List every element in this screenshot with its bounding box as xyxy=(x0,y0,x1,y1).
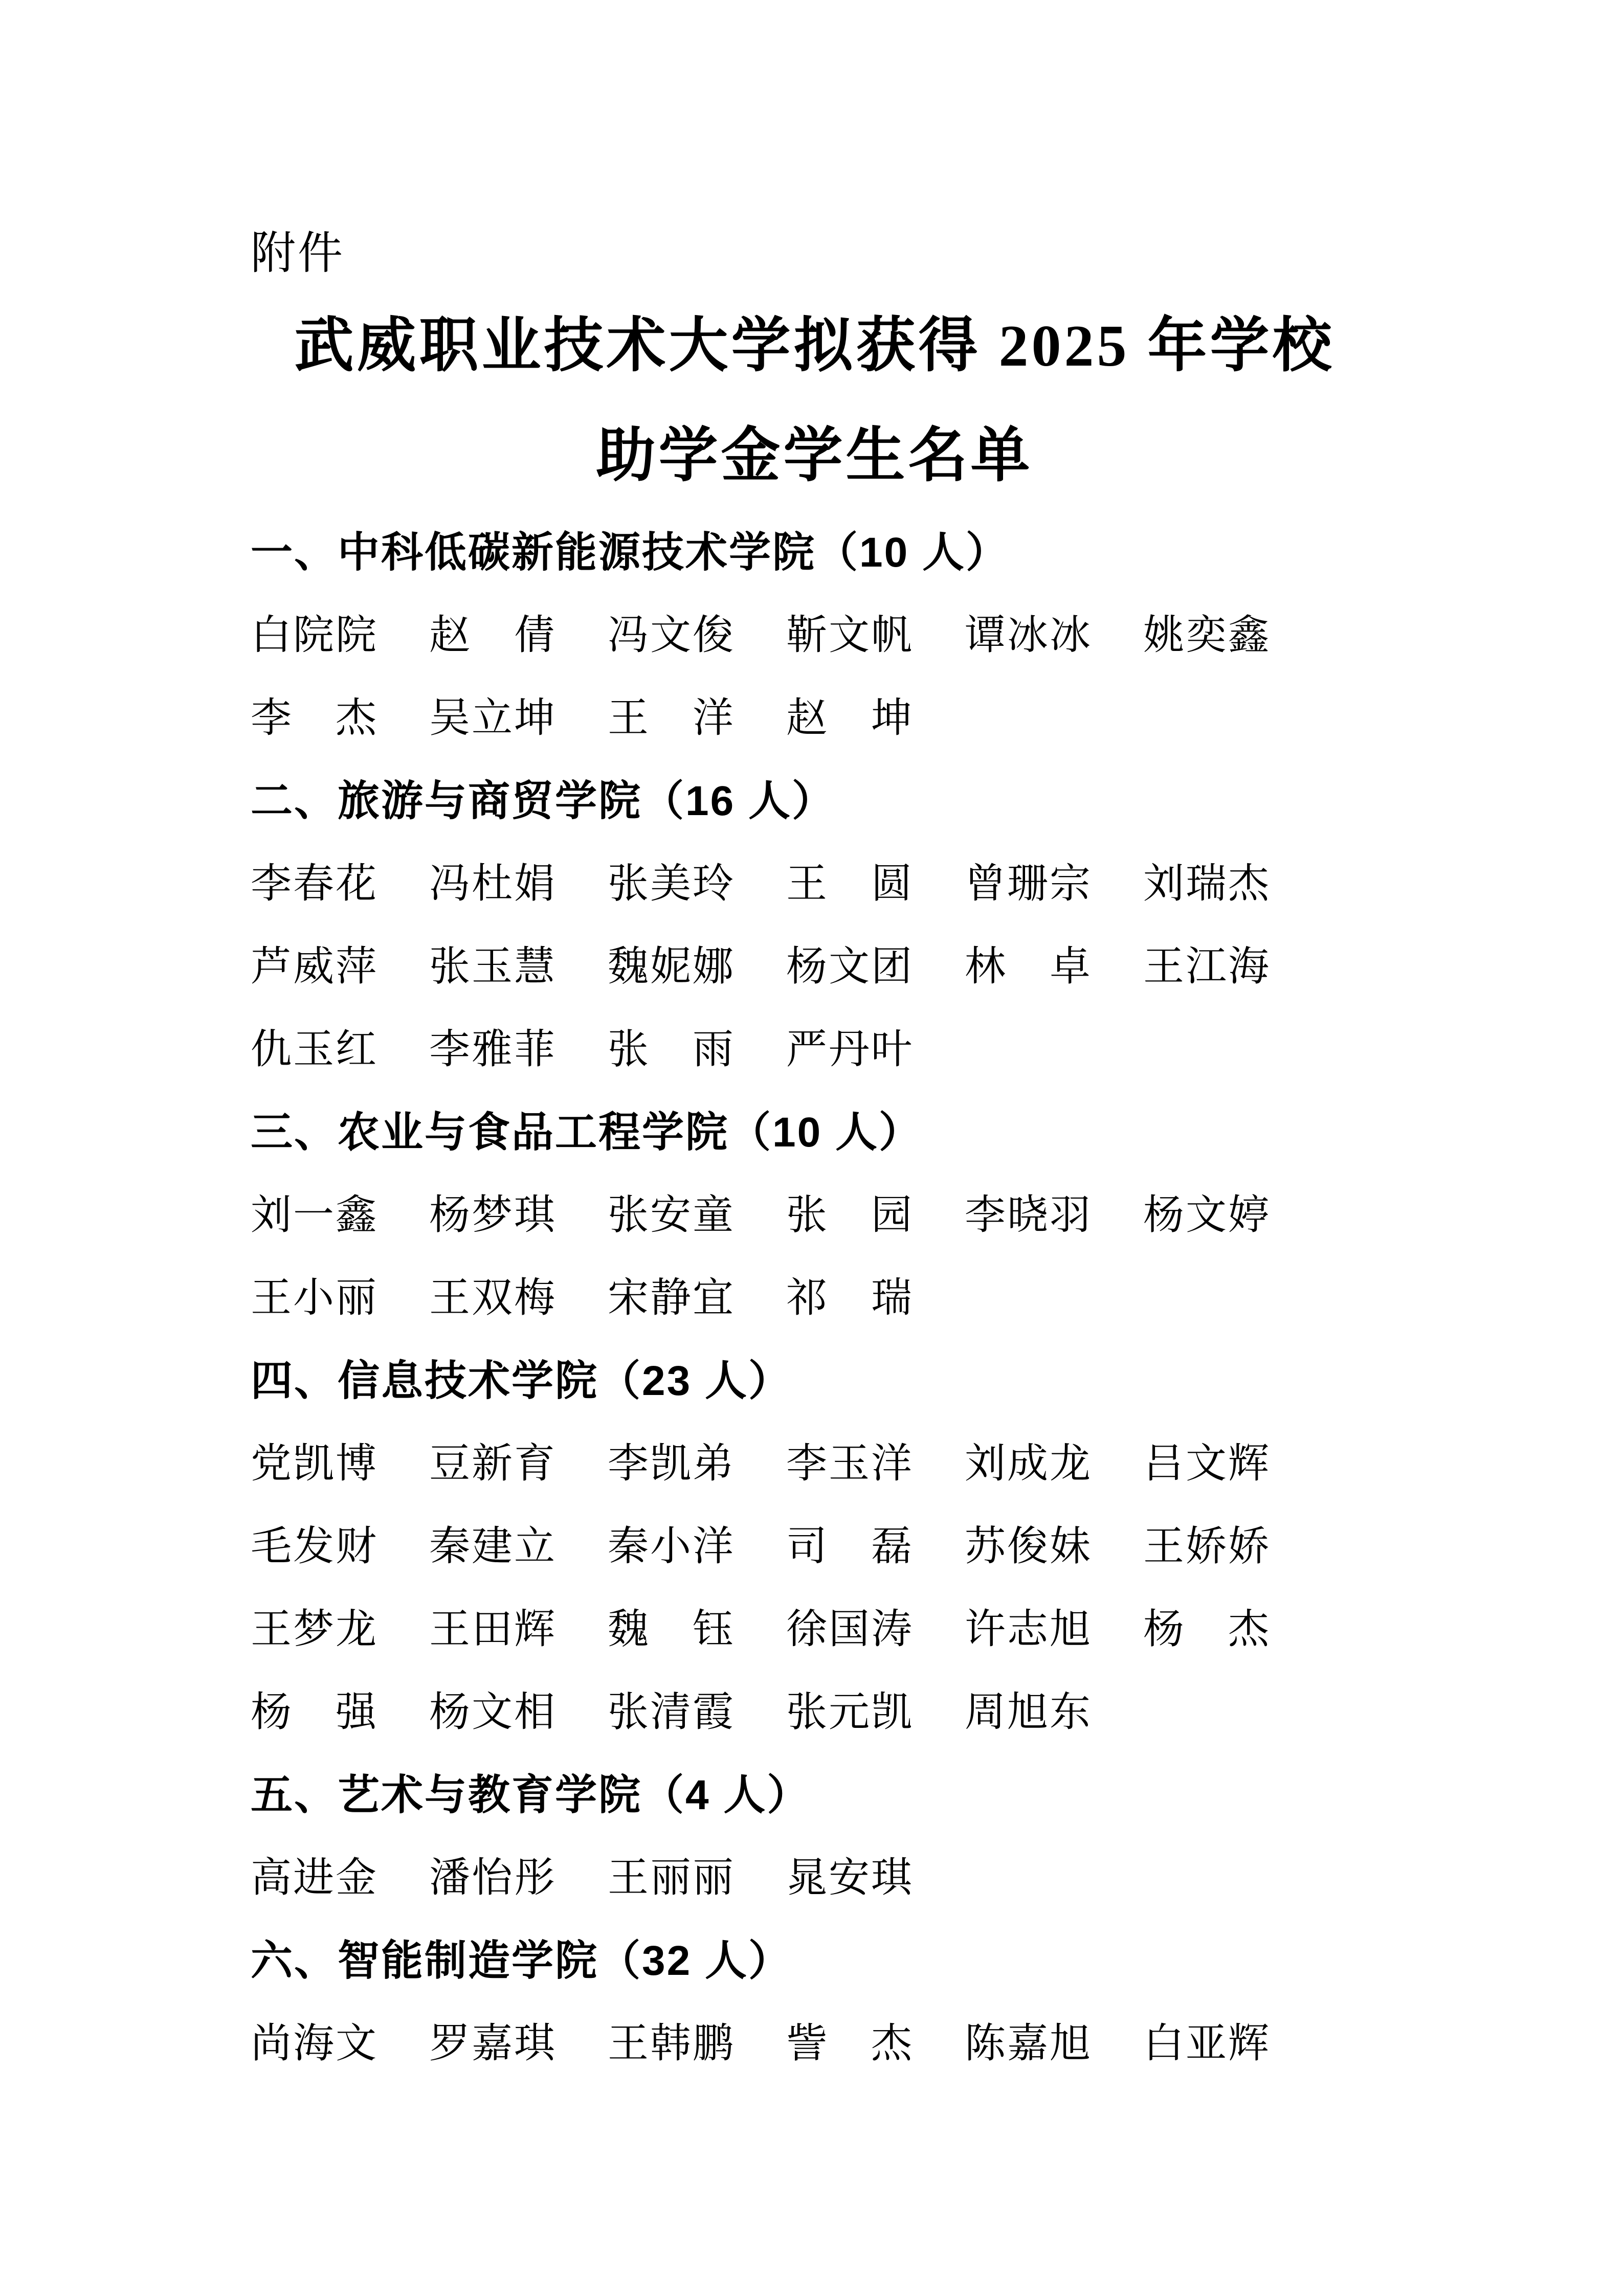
section-heading-3: 三、农业与食品工程学院（10 人） xyxy=(251,1109,922,1156)
student-name: 豆新育 xyxy=(429,1442,557,1487)
section-heading-5: 五、艺术与教育学院（4 人） xyxy=(251,1772,811,1818)
student-name: 毛发财 xyxy=(251,1524,378,1569)
student-name: 王韩鹏 xyxy=(608,2021,735,2066)
name-row xyxy=(251,1671,1378,1754)
name-row xyxy=(251,1008,1378,1091)
student-name: 张元凯 xyxy=(786,1690,914,1735)
name-row xyxy=(251,677,1378,760)
student-name: 王江海 xyxy=(1143,944,1271,989)
student-name: 王娇娇 xyxy=(1143,1524,1271,1569)
student-name: 李凯弟 xyxy=(608,1442,735,1487)
student-name: 晁安琪 xyxy=(786,1856,914,1901)
student-name: 王丽丽 xyxy=(608,1856,735,1901)
student-name: 白亚辉 xyxy=(1143,2021,1271,2066)
student-name: 冯杜娟 xyxy=(429,862,557,907)
student-name: 张美玲 xyxy=(608,862,735,907)
name-row xyxy=(251,1505,1378,1588)
name-row xyxy=(251,2002,1378,2085)
student-name: 靳文帆 xyxy=(786,613,914,658)
student-name: 刘瑞杰 xyxy=(1143,862,1271,907)
student-name: 王 洋 xyxy=(608,696,735,741)
student-name: 吕文辉 xyxy=(1143,1442,1271,1487)
student-name: 赵 坤 xyxy=(786,696,914,741)
student-name: 李玉洋 xyxy=(786,1442,914,1487)
student-name: 祁 瑞 xyxy=(786,1276,914,1321)
student-name: 李 杰 xyxy=(251,696,378,741)
section-heading-6: 六、智能制造学院（32 人） xyxy=(251,1938,792,1984)
document-title xyxy=(251,291,1378,511)
student-name: 苏俊妹 xyxy=(965,1524,1092,1569)
student-name: 魏妮娜 xyxy=(608,944,735,989)
student-name: 张安童 xyxy=(608,1193,735,1238)
attachment-label: 附件 xyxy=(251,228,345,278)
student-name: 赵 倩 xyxy=(429,613,557,658)
student-name: 李春花 xyxy=(251,862,378,907)
student-name: 杨 强 xyxy=(251,1690,378,1735)
section-heading-2: 二、旅游与商贸学院（16 人） xyxy=(251,778,835,824)
name-row xyxy=(251,1257,1378,1340)
section-heading-1: 一、中科低碳新能源技术学院（10 人） xyxy=(251,529,1009,576)
student-name: 严丹叶 xyxy=(786,1027,914,1072)
section-heading-4: 四、信息技术学院（23 人） xyxy=(251,1358,792,1404)
student-name: 潘怡彤 xyxy=(429,1856,557,1901)
student-name: 杨梦琪 xyxy=(429,1193,557,1238)
student-name: 白院院 xyxy=(251,613,378,658)
name-row xyxy=(251,1174,1378,1257)
student-name: 李晓羽 xyxy=(965,1193,1092,1238)
student-name: 罗嘉琪 xyxy=(429,2021,557,2066)
name-row xyxy=(251,926,1378,1008)
student-name: 王田辉 xyxy=(429,1607,557,1652)
student-name: 刘成龙 xyxy=(965,1442,1092,1487)
student-name: 冯文俊 xyxy=(608,613,735,658)
student-name: 王梦龙 xyxy=(251,1607,378,1652)
student-name: 杨文相 xyxy=(429,1690,557,1735)
student-name: 尚海文 xyxy=(251,2021,378,2066)
student-name: 张清霞 xyxy=(608,1690,735,1735)
name-row xyxy=(251,1837,1378,1920)
student-name: 林 卓 xyxy=(965,944,1092,989)
student-name: 王小丽 xyxy=(251,1276,378,1321)
student-name: 吴立坤 xyxy=(429,696,557,741)
student-name: 张玉慧 xyxy=(429,944,557,989)
student-name: 周旭东 xyxy=(965,1690,1092,1735)
student-name: 陈嘉旭 xyxy=(965,2021,1092,2066)
student-name: 芦威萍 xyxy=(251,944,378,989)
name-row xyxy=(251,843,1378,926)
title-line-1: 武威职业技术大学拟获得 2025 年学校 xyxy=(294,313,1335,379)
student-name: 杨文团 xyxy=(786,944,914,989)
student-name: 张 园 xyxy=(786,1193,914,1238)
student-name: 仇玉红 xyxy=(251,1027,378,1072)
student-name: 宋静宜 xyxy=(608,1276,735,1321)
student-name: 曾珊宗 xyxy=(965,862,1092,907)
student-name: 高进金 xyxy=(251,1856,378,1901)
name-row xyxy=(251,594,1378,677)
student-name: 党凯博 xyxy=(251,1442,378,1487)
student-name: 张 雨 xyxy=(608,1027,735,1072)
student-name: 訾 杰 xyxy=(786,2021,914,2066)
student-name: 许志旭 xyxy=(965,1607,1092,1652)
student-name: 杨 杰 xyxy=(1143,1607,1271,1652)
title-line-2: 助学金学生名单 xyxy=(596,423,1033,489)
student-name: 司 磊 xyxy=(786,1524,914,1569)
name-row xyxy=(251,1423,1378,1505)
student-name: 王 圆 xyxy=(786,862,914,907)
student-name: 王双梅 xyxy=(429,1276,557,1321)
student-name: 秦小洋 xyxy=(608,1524,735,1569)
student-name: 刘一鑫 xyxy=(251,1193,378,1238)
student-name: 魏 钰 xyxy=(608,1607,735,1652)
student-name: 杨文婷 xyxy=(1143,1193,1271,1238)
student-name: 姚奕鑫 xyxy=(1143,613,1271,658)
sections-container xyxy=(251,511,1378,2085)
student-name: 秦建立 xyxy=(429,1524,557,1569)
name-row xyxy=(251,1588,1378,1671)
student-name: 谭冰冰 xyxy=(965,613,1092,658)
student-name: 李雅菲 xyxy=(429,1027,557,1072)
student-name: 徐国涛 xyxy=(786,1607,914,1652)
